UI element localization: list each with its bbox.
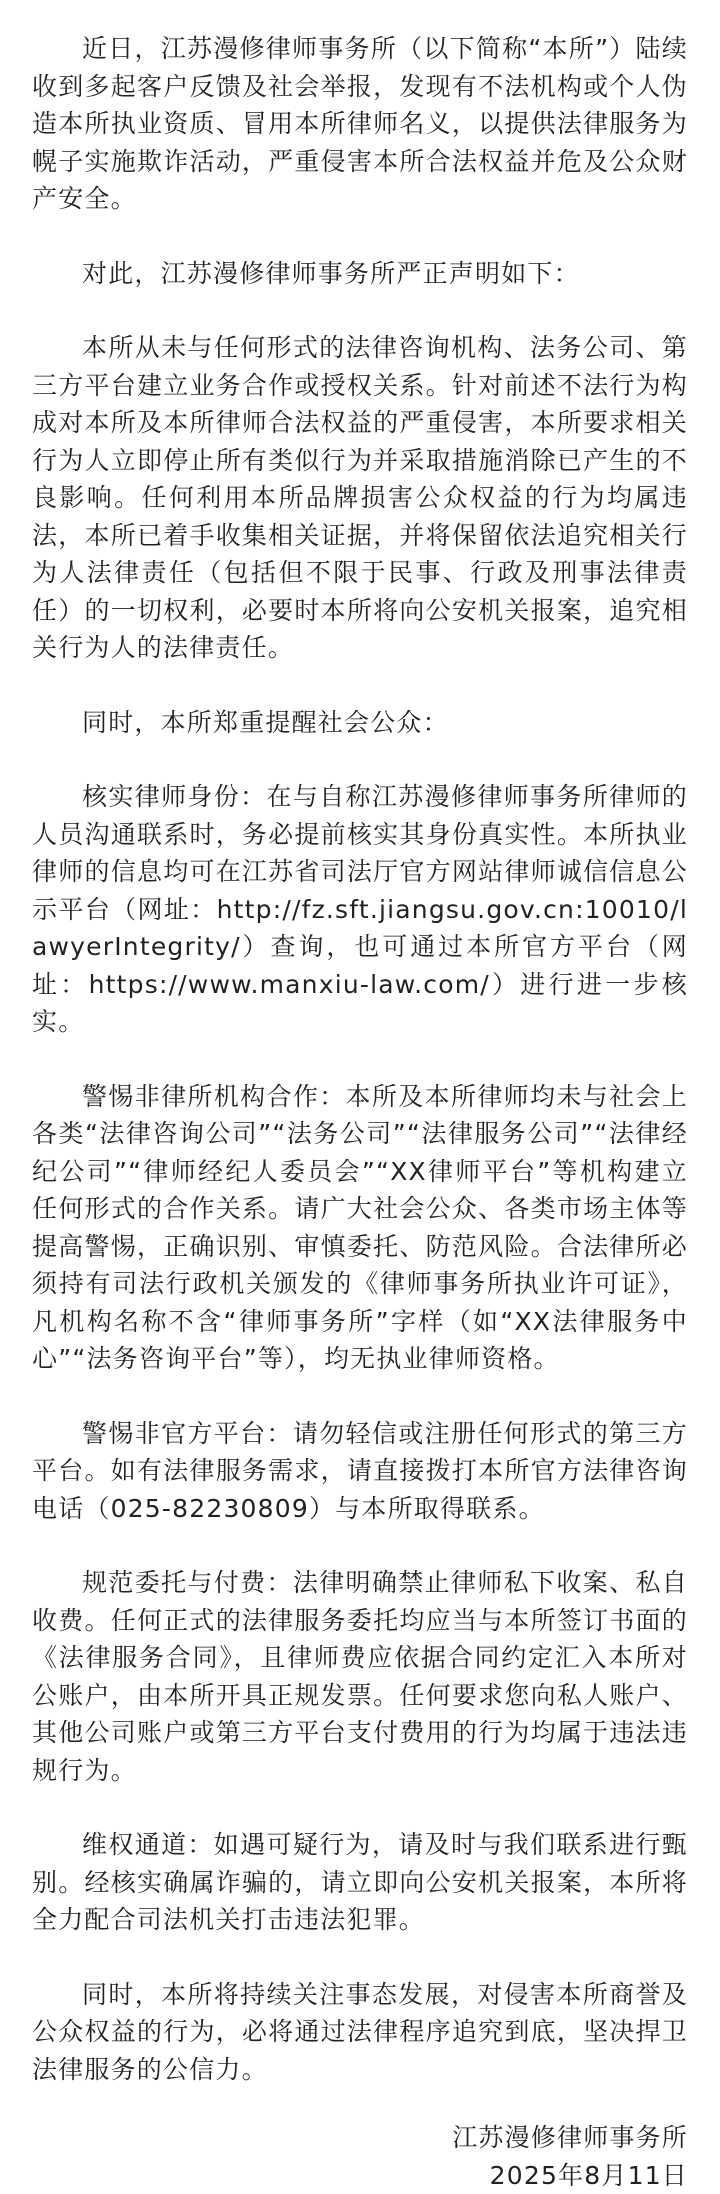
paragraph-rights-channel: 维权通道：如遇可疑行为，请及时与我们联系进行甄别。经核实确属诈骗的，请立即向公安机关报案，本所将全力配合司法机关打击违法犯罪。	[32, 1826, 688, 1939]
paragraph-beware-unofficial-platform: 警惕非官方平台：请勿轻信或注册任何形式的第三方平台。如有法律服务需求，请直接拨打本所官方法律咨询电话（025-82230809）与本所取得联系。	[32, 1415, 688, 1528]
paragraph-declaration-lead: 对此，江苏漫修律师事务所严正声明如下：	[32, 255, 688, 293]
paragraph-intro: 近日，江苏漫修律师事务所（以下简称“本所”）陆续收到多起客户反馈及社会举报，发现有不法机构或个人伪造本所执业资质、冒用本所律师名义，以提供法律服务为幌子实施欺诈活动，严重侵害本所合法权益并危及公众财产安全。	[32, 30, 688, 218]
paragraph-verify-lawyer: 核实律师身份：在与自称江苏漫修律师事务所律师的人员沟通联系时，务必提前核实其身份真实性。本所执业律师的信息均可在江苏省司法厅官方网站律师诚信信息公示平台（网址：http://fz.sft.jiangsu.gov.cn:10010/lawyerIntegrity/）查询，也可通过本所官方平台（网址：https://www.manxiu-law.com/）进行进一步核实。	[32, 778, 688, 1041]
paragraph-beware-non-lawfirm: 警惕非律所机构合作：本所及本所律师均未与社会上各类“法律咨询公司”“法务公司”“法律服务公司”“法律经纪公司”“律师经纪人委员会”“XX律师平台”等机构建立任何形式的合作关系。请广大社会公众、各类市场主体等提高警惕，正确识别、审慎委托、防范风险。合法律所必须持有司法行政机关颁发的《律师事务所执业许可证》，凡机构名称不含“律师事务所”字样（如“XX法律服务中心”“法务咨询平台”等），均无执业律师资格。	[32, 1078, 688, 1378]
paragraph-standard-payment: 规范委托与付费：法律明确禁止律师私下收案、私自收费。任何正式的法律服务委托均应当与本所签订书面的《法律服务合同》，且律师费应依据合同约定汇入本所对公账户，由本所开具正规发票。任何要求您向私人账户、其他公司账户或第三方平台支付费用的行为均属于违法违规行为。	[32, 1564, 688, 1789]
signature-date: 2025年8月11日	[32, 2157, 688, 2194]
paragraph-closing: 同时，本所将持续关注事态发展，对侵害本所商誉及公众权益的行为，必将通过法律程序追究到底，坚决捍卫法律服务的公信力。	[32, 1976, 688, 2089]
paragraph-public-reminder-lead: 同时，本所郑重提醒社会公众：	[32, 704, 688, 742]
signature-firm-name: 江苏漫修律师事务所	[32, 2119, 688, 2157]
paragraph-no-cooperation: 本所从未与任何形式的法律咨询机构、法务公司、第三方平台建立业务合作或授权关系。针对前述不法行为构成对本所及本所律师合法权益的严重侵害，本所要求相关行为人立即停止所有类似行为并采取措施消除已产生的不良影响。任何利用本所品牌损害公众权益的行为均属违法，本所已着手收集相关证据，并将保留依法追究相关行为人法律责任（包括但不限于民事、行政及刑事法律责任）的一切权利，必要时本所将向公安机关报案，追究相关行为人的法律责任。	[32, 329, 688, 667]
signoff-block	[32, 2119, 688, 2194]
